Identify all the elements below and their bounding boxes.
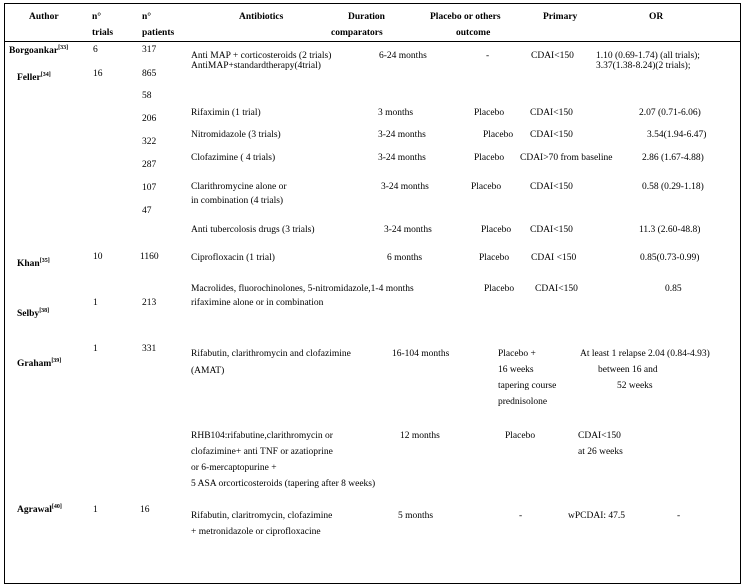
antibiotic-borgoankar-1: Anti MAP + corticosteroids (2 trials) bbox=[191, 51, 332, 61]
header-divider bbox=[4, 41, 741, 42]
trials-agrawal: 1 bbox=[93, 505, 98, 515]
comparator-feller-1: Placebo bbox=[483, 130, 514, 140]
patients-feller-4: 287 bbox=[142, 160, 157, 170]
antibiotic-feller-0: Rifaximin (1 trial) bbox=[191, 108, 261, 118]
header-antibiotics: Antibiotics bbox=[239, 12, 284, 22]
or-feller-2: 2.86 (1.67-4.88) bbox=[642, 153, 704, 163]
author-borgoankar: Borgoankar[33] bbox=[9, 45, 69, 56]
antibiotic-khan-b-line-1: Macrolides, fluorochinolones, 5-nitromidazole,1-4 months bbox=[191, 284, 414, 294]
antibiotic-rhb104-line-1: RHB104:rifabutine,clarithromycin or bbox=[191, 431, 333, 441]
antibiotic-khan: Ciprofloxacin (1 trial) bbox=[191, 253, 275, 263]
or-khan-b: 0.85 bbox=[665, 284, 682, 294]
header-trials-1: n° bbox=[92, 12, 102, 22]
outcome-graham-line-3: 52 weeks bbox=[617, 381, 653, 391]
antibiotic-borgoankar-2: AntiMAP+standardtherapy(4trial) bbox=[191, 61, 321, 71]
comparator-agrawal: - bbox=[519, 511, 523, 521]
header-duration-1: Duration bbox=[348, 12, 385, 22]
or-feller-4: 11.3 (2.60-48.8) bbox=[639, 225, 701, 235]
comparator-khan: Placebo bbox=[479, 253, 510, 263]
patients-feller-3: 322 bbox=[142, 137, 157, 147]
comparator-graham-line-2: 16 weeks bbox=[498, 365, 534, 375]
author-selby: Selby[38] bbox=[17, 308, 50, 319]
or-agrawal: - bbox=[677, 511, 681, 521]
header-primary: Primary bbox=[543, 12, 578, 22]
comparator-feller-0: Placebo bbox=[474, 108, 505, 118]
patients-khan: 1160 bbox=[140, 252, 159, 262]
patients-feller-2: 206 bbox=[142, 114, 157, 124]
patients-feller-6: 47 bbox=[142, 206, 152, 216]
or-feller-1: 3.54(1.94-6.47) bbox=[647, 130, 707, 140]
trials-graham: 1 bbox=[93, 344, 98, 354]
antibiotic-feller-1: Nitromidazole (3 trials) bbox=[191, 130, 281, 140]
patients-graham: 331 bbox=[142, 344, 157, 354]
outcome-rhb104-line-1: CDAI<150 bbox=[578, 431, 621, 441]
trials-feller: 16 bbox=[93, 69, 103, 79]
comparator-graham-line-3: tapering course bbox=[498, 381, 557, 391]
outcome-feller-3: CDAI<150 bbox=[530, 182, 573, 192]
duration-feller-3: 3-24 months bbox=[381, 182, 429, 192]
duration-graham: 16-104 months bbox=[392, 349, 450, 359]
header-duration-2: comparators bbox=[331, 28, 383, 38]
comparator-feller-3: Placebo bbox=[471, 182, 502, 192]
outcome-khan-b: CDAI<150 bbox=[535, 284, 578, 294]
antibiotic-rhb104-line-4: 5 ASA orcorticosteroids (tapering after 8 weeks) bbox=[191, 479, 376, 489]
antibiotic-agrawal-line-1: Rifabutin, claritromycin, clofazimine bbox=[191, 511, 333, 521]
header-patients-1: n° bbox=[142, 12, 152, 22]
or-feller-3: 0.58 (0.29-1.18) bbox=[642, 182, 704, 192]
comparator-graham-line-4: prednisolone bbox=[498, 397, 548, 407]
comparator-borgoankar: - bbox=[486, 51, 490, 61]
trials-khan: 10 bbox=[93, 252, 103, 262]
header-placebo-2: outcome bbox=[456, 28, 491, 38]
or-khan: 0.85(0.73-0.99) bbox=[640, 253, 700, 263]
comparator-feller-2: Placebo bbox=[474, 153, 505, 163]
antibiotic-graham-line-1: Rifabutin, clarithromycin and clofazimine bbox=[191, 349, 351, 359]
patients-feller-0: 865 bbox=[142, 69, 157, 79]
header-patients-2: patients bbox=[142, 28, 175, 38]
outcome-borgoankar: CDAI<150 bbox=[531, 51, 574, 61]
author-khan: Khan[35] bbox=[17, 258, 50, 269]
comparator-feller-4: Placebo bbox=[481, 225, 512, 235]
duration-khan: 6 months bbox=[387, 253, 423, 263]
or-feller-0: 2.07 (0.71-6.06) bbox=[639, 108, 701, 118]
outcome-rhb104-line-2: at 26 weeks bbox=[578, 447, 623, 457]
patients-feller-5: 107 bbox=[142, 183, 157, 193]
antibiotic-feller-3-line-2: in combination (4 trials) bbox=[191, 196, 284, 206]
outcome-agrawal: wPCDAI: 47.5 bbox=[568, 511, 626, 521]
antibiotic-feller-3-line-1: Clarithromycine alone or bbox=[191, 182, 287, 192]
duration-borgoankar: 6-24 months bbox=[379, 51, 427, 61]
outcome-feller-4: CDAI<150 bbox=[530, 225, 573, 235]
antibiotic-feller-4: Anti tubercolosis drugs (3 trials) bbox=[191, 225, 315, 235]
duration-rhb104: 12 months bbox=[400, 431, 440, 441]
comparator-graham-line-1: Placebo + bbox=[498, 349, 536, 359]
antibiotic-rhb104-line-2: clofazimine+ anti TNF or azatioprine bbox=[191, 447, 333, 457]
antibiotic-graham-line-2: (AMAT) bbox=[191, 366, 225, 376]
outcome-feller-0: CDAI<150 bbox=[530, 108, 573, 118]
patients-selby: 213 bbox=[142, 298, 157, 308]
or-borgoankar-1: 1.10 (0.69-1.74) (all trials); bbox=[596, 51, 700, 61]
trials-borgoankar: 6 bbox=[93, 45, 98, 55]
antibiotic-khan-b-line-2: rifaximine alone or in combination bbox=[191, 298, 324, 308]
duration-feller-1: 3-24 months bbox=[378, 130, 426, 140]
patients-borgoankar: 317 bbox=[142, 45, 157, 55]
author-agrawal: Agrawal[40] bbox=[17, 504, 62, 515]
antibiotic-agrawal-line-2: + metronidazole or ciprofloxacine bbox=[191, 527, 321, 537]
duration-feller-0: 3 months bbox=[378, 108, 414, 118]
duration-feller-2: 3-24 months bbox=[378, 153, 426, 163]
duration-feller-4: 3-24 months bbox=[384, 225, 432, 235]
header-trials-2: trials bbox=[92, 28, 114, 38]
header-placebo-1: Placebo or others bbox=[430, 12, 501, 22]
author-graham: Graham[39] bbox=[17, 358, 62, 369]
trials-selby: 1 bbox=[93, 298, 98, 308]
comparator-khan-b: Placebo bbox=[484, 284, 515, 294]
or-borgoankar-2: 3.37(1.38-8.24)(2 trials); bbox=[596, 61, 691, 71]
outcome-graham-line-2: between 16 and bbox=[598, 365, 658, 375]
comparator-rhb104: Placebo bbox=[505, 431, 536, 441]
outcome-graham-line-1: At least 1 relapse 2.04 (0.84-4.93) bbox=[580, 349, 710, 359]
antibiotic-feller-2: Clofazimine ( 4 trials) bbox=[191, 153, 276, 163]
duration-agrawal: 5 months bbox=[398, 511, 434, 521]
patients-agrawal: 16 bbox=[140, 505, 150, 515]
patients-feller-1: 58 bbox=[142, 91, 152, 101]
antibiotic-rhb104-line-3: or 6-mercaptopurine + bbox=[191, 463, 277, 473]
header-or: OR bbox=[649, 12, 664, 22]
outcome-khan: CDAI <150 bbox=[531, 253, 577, 263]
outcome-feller-1: CDAI<150 bbox=[530, 130, 573, 140]
header-author: Author bbox=[29, 12, 59, 22]
author-feller: Feller[34] bbox=[17, 72, 51, 83]
outcome-feller-2: CDAI>70 from baseline bbox=[520, 153, 613, 163]
